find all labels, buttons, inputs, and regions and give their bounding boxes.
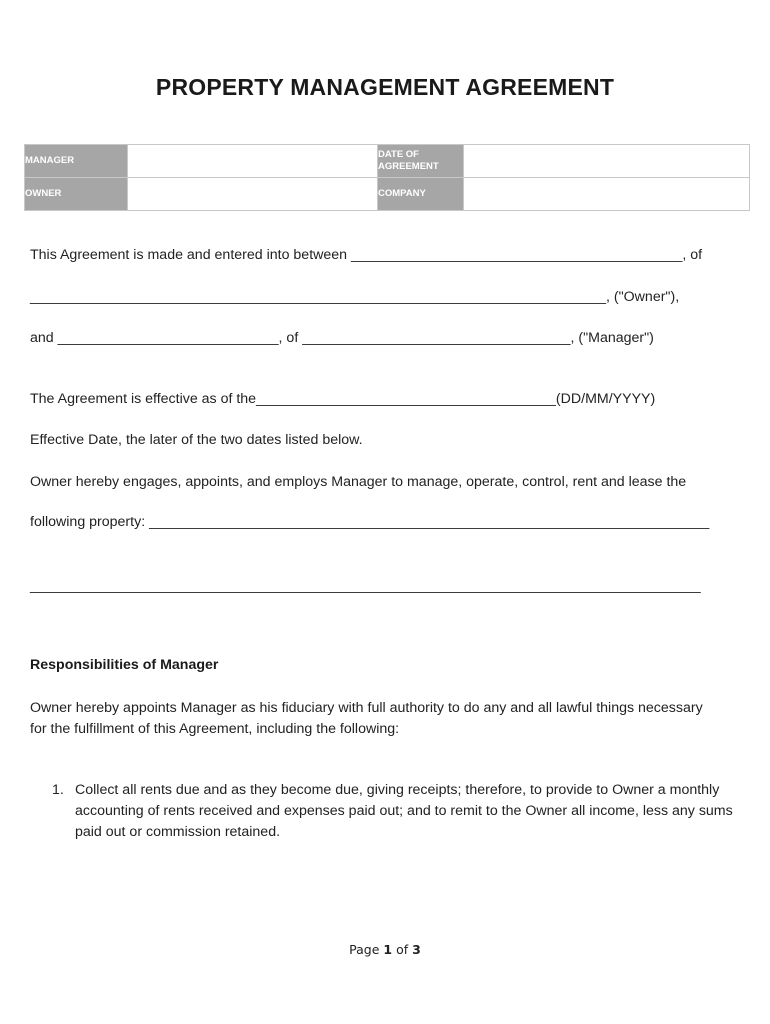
date-of-agreement-field[interactable] (464, 145, 750, 178)
engagement-statement: Owner hereby engages, appoints, and employs Manager to manage, operate, control, rent and lease the (30, 474, 687, 490)
info-row-manager (25, 145, 750, 178)
list-item-number: 1. (52, 782, 64, 798)
page-footer (0, 942, 770, 957)
property-line: following property: _______________________________________________________________________ (30, 514, 710, 530)
document-title: PROPERTY MANAGEMENT AGREEMENT (155, 74, 615, 100)
list-item-text: Collect all rents due and as they become due, giving receipts; therefore, to provide to Owner a monthly accounting of rents received and expenses paid out; and to remit to the Owner all income, less any sums paid out or commission retained. (75, 782, 733, 840)
effective-date-line: The Agreement is effective as of the______________________________________(DD/MM/YYYY) (30, 391, 656, 407)
manager-line: and ____________________________, of __________________________________, ("Manager") (30, 330, 654, 346)
section-heading: Responsibilities of Manager (30, 657, 219, 673)
company-field[interactable] (464, 178, 750, 211)
effective-date-note: Effective Date, the later of the two dates listed below. (30, 432, 363, 448)
agreement-parties-line: This Agreement is made and entered into between __________________________________________, of (30, 247, 703, 263)
date-of-agreement-label: DATE OF AGREEMENT (378, 145, 464, 178)
of-word: of (396, 942, 409, 957)
page-word: Page (349, 942, 380, 957)
agreement-info-table (24, 144, 750, 211)
owner-field[interactable] (128, 178, 378, 211)
current-page-number: 1 (383, 942, 393, 957)
total-pages-number: 3 (412, 942, 421, 957)
section-paragraph: Owner hereby appoints Manager as his fiduciary with full authority to do any and all lawful things necessary for the fulfillment of this Agreement, including the following: (30, 700, 703, 737)
property-continuation-line: _____________________________________________________________________________________ (30, 578, 701, 594)
owner-label: OWNER (25, 178, 128, 211)
manager-field[interactable] (128, 145, 378, 178)
owner-address-line: _________________________________________________________________________, ("Owner"), (30, 289, 680, 305)
manager-label: MANAGER (25, 145, 128, 178)
info-row-owner (25, 178, 750, 211)
company-label: COMPANY (378, 178, 464, 211)
